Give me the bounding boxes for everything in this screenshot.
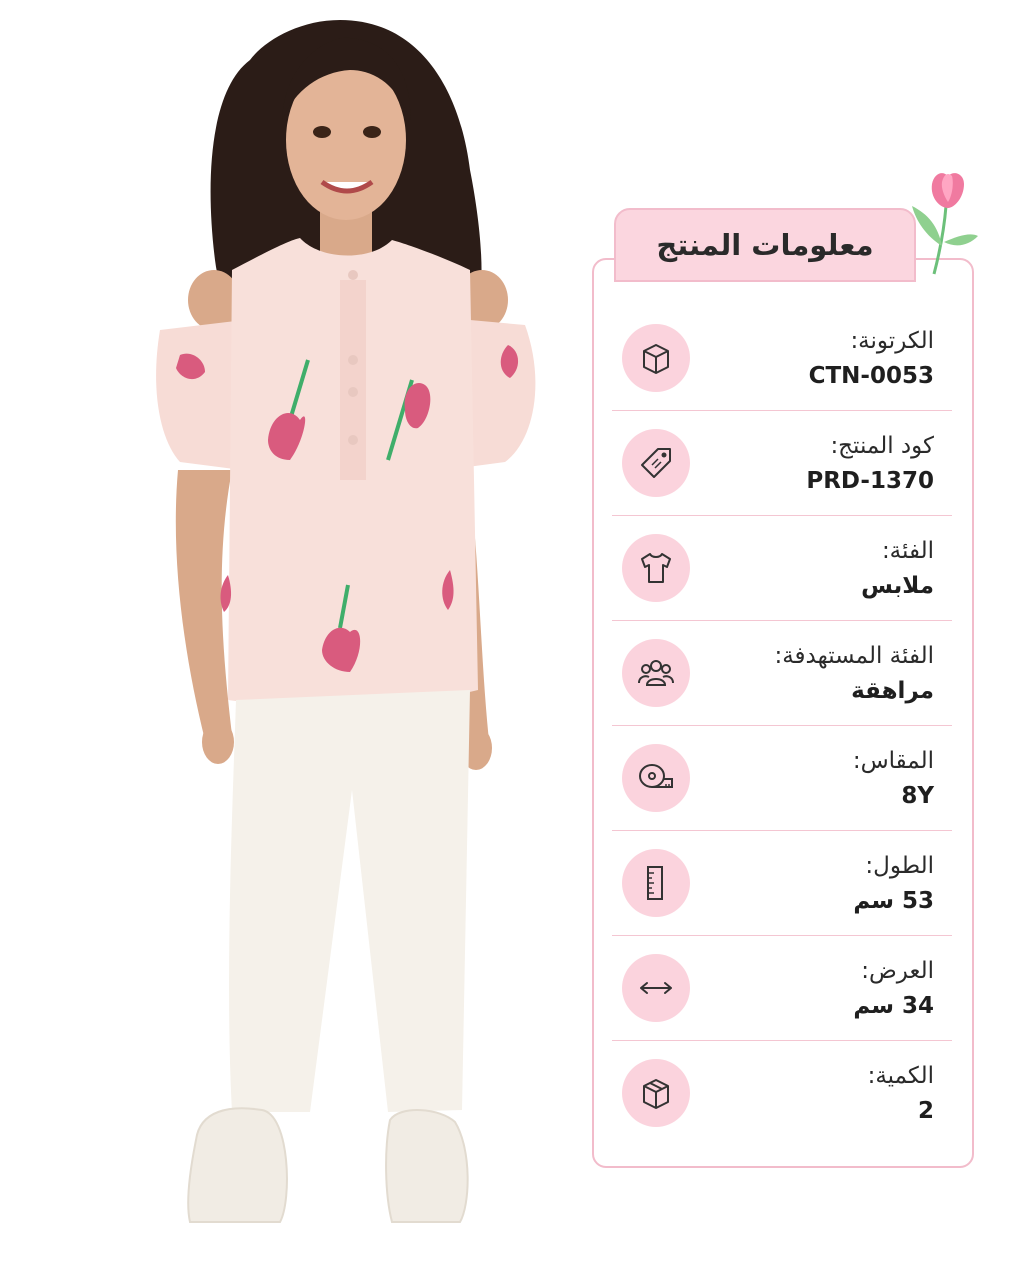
ruler-icon bbox=[622, 849, 690, 917]
label-category: الفئة: bbox=[881, 538, 934, 564]
label-carton: الكرتونة: bbox=[850, 328, 934, 354]
measuring-tape-icon bbox=[622, 744, 690, 812]
value-carton: CTN-0053 bbox=[808, 363, 934, 389]
info-row-target-group bbox=[612, 621, 952, 726]
info-row-length bbox=[612, 831, 952, 936]
label-product-code: كود المنتج: bbox=[830, 433, 934, 459]
width-arrows-icon bbox=[622, 954, 690, 1022]
label-width: العرض: bbox=[861, 958, 934, 984]
info-row-product-code bbox=[612, 411, 952, 516]
info-rows bbox=[612, 306, 952, 1146]
label-target-group: الفئة المستهدفة: bbox=[774, 643, 934, 669]
tag-icon bbox=[622, 429, 690, 497]
info-row-carton bbox=[612, 306, 952, 411]
value-length: 53 سم bbox=[853, 888, 934, 914]
people-icon bbox=[622, 639, 690, 707]
card-title: معلومات المنتج bbox=[656, 228, 874, 262]
value-quantity: 2 bbox=[917, 1098, 934, 1124]
box-icon bbox=[622, 324, 690, 392]
info-row-quantity bbox=[612, 1041, 952, 1146]
value-width: 34 سم bbox=[853, 993, 934, 1019]
tshirt-icon bbox=[622, 534, 690, 602]
value-category: ملابس bbox=[861, 573, 934, 599]
label-size: المقاس: bbox=[852, 748, 934, 774]
info-row-width bbox=[612, 936, 952, 1041]
value-product-code: PRD-1370 bbox=[806, 468, 934, 494]
label-quantity: الكمية: bbox=[867, 1063, 934, 1089]
info-row-size bbox=[612, 726, 952, 831]
value-size: 8Y bbox=[901, 783, 934, 809]
value-target-group: مراهقة bbox=[851, 678, 934, 704]
boxes-icon bbox=[622, 1059, 690, 1127]
card-header bbox=[614, 208, 916, 282]
label-length: الطول: bbox=[865, 853, 934, 879]
tulip-decoration-icon bbox=[906, 166, 982, 278]
info-row-category bbox=[612, 516, 952, 621]
